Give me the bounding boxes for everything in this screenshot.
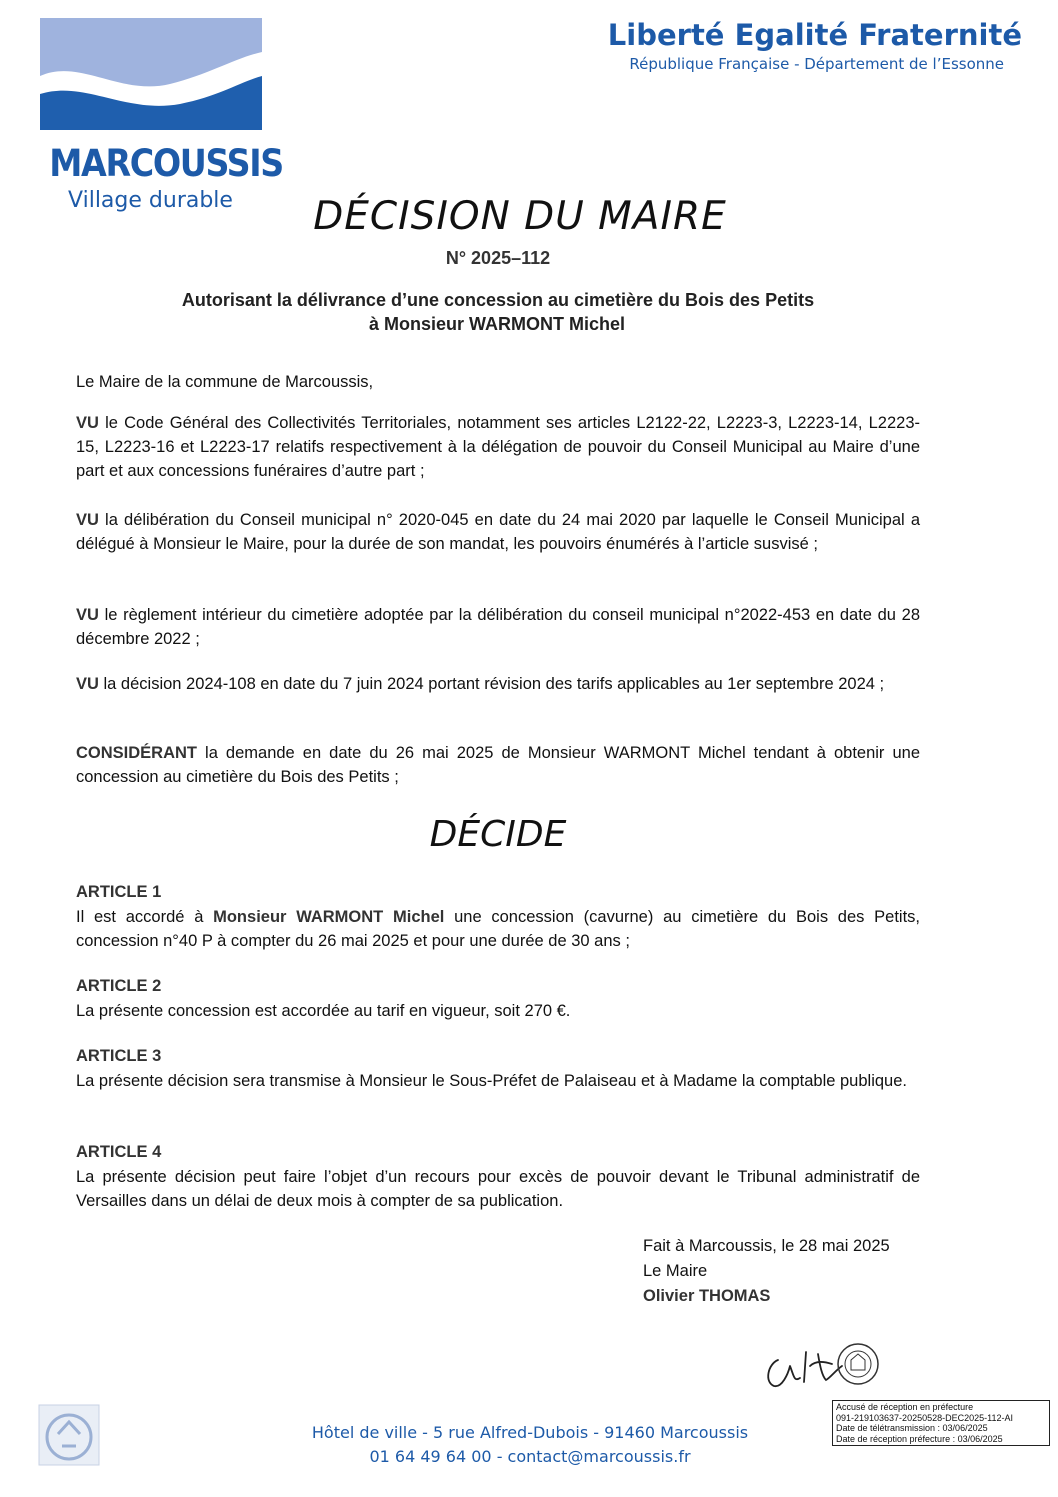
- decision-number: N° 2025–112: [445, 248, 551, 268]
- article-body: La présente décision sera transmise à Monsieur le Sous-Préfet de Palaiseau et à Madame la comptable publique.: [76, 1072, 907, 1090]
- article-text: Il est accordé à: [76, 908, 214, 926]
- decision-subject: [0, 288, 996, 336]
- city-logo: [38, 18, 283, 213]
- consideration-text: la demande en date du 26 mai 2025 de Monsieur WARMONT Michel tendant à obtenir une concession au cimetière du Bois des Petits ;: [76, 744, 920, 786]
- receipt-line: 091-219103637-20250528-DEC2025-112-AI: [836, 1412, 1013, 1423]
- logo-tagline: Village durable: [68, 188, 233, 213]
- receipt-line: Accusé de réception en préfecture: [836, 1402, 974, 1412]
- signature-stamp-icon: [760, 1330, 890, 1400]
- subject-line-2: à Monsieur WARMONT Michel: [368, 314, 626, 334]
- article-heading: ARTICLE 4: [76, 1143, 162, 1161]
- consideration-paragraph: [76, 508, 920, 556]
- article-body: [76, 905, 920, 953]
- receipt-line: Date de réception préfecture : 03/06/2025: [836, 1433, 1003, 1444]
- decide-heading: DÉCIDE: [429, 814, 567, 855]
- mayor-name: Olivier THOMAS: [643, 1287, 771, 1305]
- motto-title: Liberté Egalité Fraternité: [607, 18, 1022, 52]
- article-heading: ARTICLE 3: [76, 1047, 162, 1065]
- signoff-role: Le Maire: [643, 1262, 708, 1280]
- consideration-text: le Code Général des Collectivités Territoriales, notamment ses articles L2122-22, L2223-3, L2223-14, L2223-15, L2223-16 et L2223-17 relatifs respectivement à la délégation de pouvoir du Conseil Municipal au Maire d’une part et aux concessions funéraires d’autre part ;: [76, 414, 920, 480]
- signoff-block: [643, 1234, 890, 1309]
- page-footer: [0, 1421, 1058, 1469]
- footer-address: Hôtel de ville - 5 rue Alfred-Dubois - 91460 Marcoussis: [311, 1423, 749, 1442]
- article-body: La présente concession est accordée au tarif en vigueur, soit 270 €.: [76, 1002, 571, 1020]
- consideration-text: la délibération du Conseil municipal n° 2020-045 en date du 24 mai 2020 par laquelle le Conseil Municipal a délégué à Monsieur le Maire, pour la durée de son mandat, les pouvoirs énumérés à l’article susvisé ;: [76, 511, 920, 553]
- document-title: DÉCISION DU MAIRE: [313, 194, 727, 239]
- article-heading: ARTICLE 1: [76, 883, 162, 901]
- article-text: une concession (cavurne) au cimetière du Bois des Petits, concession n°40 P à compter du 26 mai 2025 et pour une durée de 30 ans ;: [76, 908, 921, 950]
- article-heading: ARTICLE 2: [76, 977, 162, 995]
- signoff-place-date: Fait à Marcoussis, le 28 mai 2025: [643, 1237, 890, 1255]
- subject-line-1: Autorisant la délivrance d’une concession au cimetière du Bois des Petits: [181, 290, 815, 310]
- consideration-lead: VU: [76, 606, 99, 624]
- consideration-paragraph: [76, 603, 920, 651]
- article-body: La présente décision peut faire l’objet d’un recours pour excès de pouvoir devant le Tribunal administratif de Versailles dans un délai de deux mois à compter de sa publication.: [76, 1168, 920, 1210]
- waves-logo-icon: [40, 18, 262, 130]
- beneficiary-name: Monsieur WARMONT Michel: [213, 908, 445, 926]
- consideration-lead: VU: [76, 675, 99, 693]
- footer-contact: 01 64 49 64 00 - contact@marcoussis.fr: [369, 1447, 691, 1466]
- motto-subtitle: République Française - Département de l’Essonne: [629, 55, 1004, 73]
- consideration-paragraph: [76, 411, 920, 483]
- consideration-text: le règlement intérieur du cimetière adoptée par la délibération du conseil municipal n°2022-453 en date du 28 décembre 2022 ;: [76, 606, 920, 648]
- intro-paragraph: Le Maire de la commune de Marcoussis,: [76, 373, 374, 391]
- logo-city-name: MARCOUSSIS: [49, 142, 283, 185]
- consideration-lead: CONSIDÉRANT: [76, 744, 198, 762]
- national-motto: [608, 16, 1022, 74]
- consideration-paragraph: [76, 672, 920, 696]
- consideration-lead: VU: [76, 511, 99, 529]
- receipt-line: Date de télétransmission : 03/06/2025: [836, 1423, 988, 1433]
- consideration-lead: VU: [76, 414, 99, 432]
- consideration-text: la décision 2024-108 en date du 7 juin 2024 portant révision des tarifs applicables au 1er septembre 2024 ;: [98, 675, 885, 693]
- consideration-paragraph: [76, 741, 920, 789]
